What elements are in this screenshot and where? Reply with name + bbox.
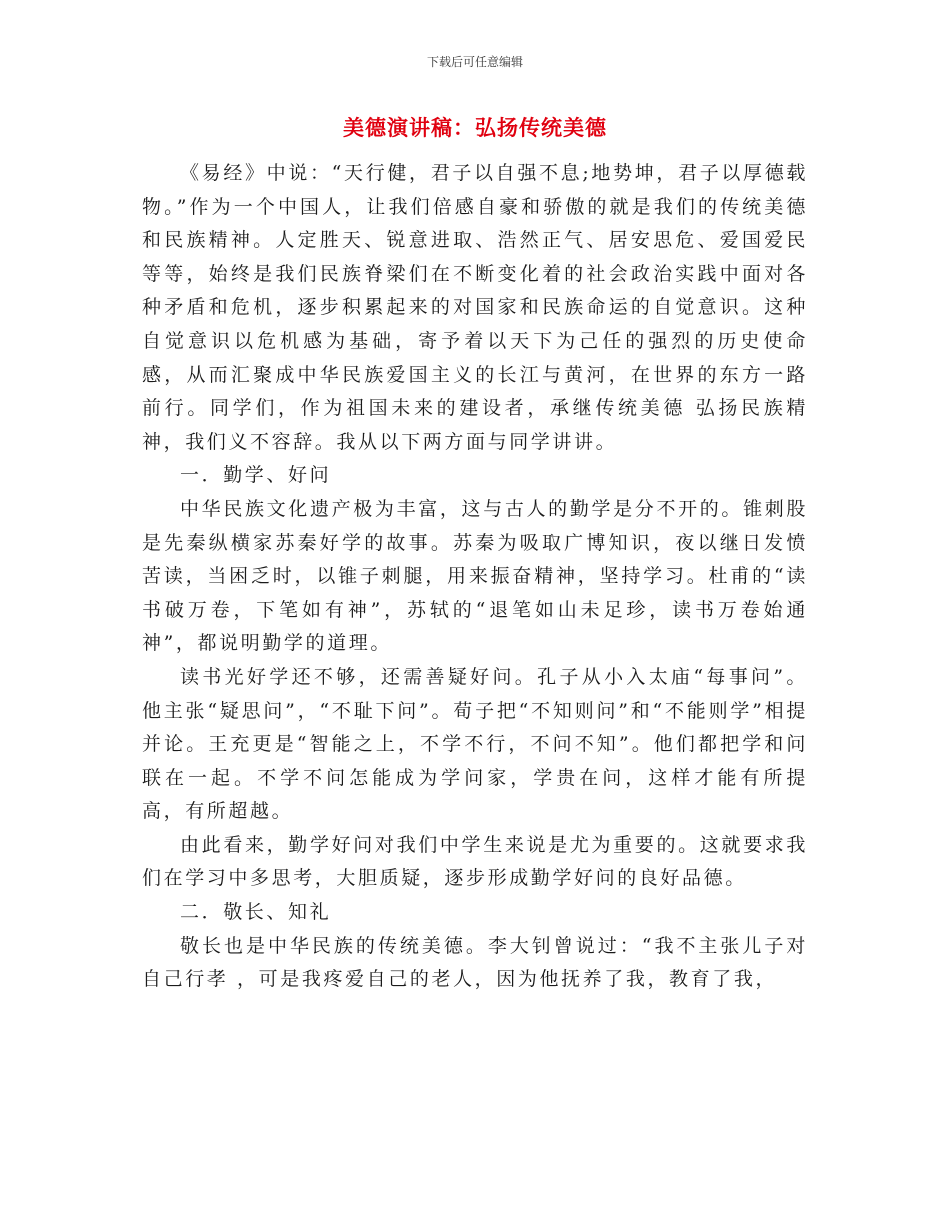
paragraph-conclusion-1: 由此看来，勤学好问对我们中学生来说是尤为重要的。这就要求我们在学习中多思考，大胆质疑，逐步形成勤学好问的良好品德。 [142, 833, 808, 890]
page-header-note: 下载后可任意编辑 [426, 55, 523, 69]
section-heading-2: 二．敬长、知礼 [180, 901, 332, 924]
paragraph-asking-questions: 读书光好学还不够，还需善疑好问。孔子从小入太庙“每事问”。他主张“疑思问”，“不耻下问”。荀子把“不知则问”和“不能则学”相提并论。王充更是“智能之上，不学不行，不问不知”。他们都把学和问联在一起。不学不问怎能成为学问家，学贵在问，这样才能有所提高，有所超越。 [142, 665, 808, 823]
paragraph-intro: 《易经》中说：“天行健，君子以自强不息;地势坤，君子以厚德载物。”作为一个中国人，让我们倍感自豪和骄傲的就是我们的传统美德和民族精神。人定胜天、锐意进取、浩然正气、居安思危、爱国爱民等等，始终是我们民族脊梁们在不断变化着的社会政治实践中面对各种矛盾和危机，逐步积累起来的对国家和民族命运的自觉意识。这种自觉意识以危机感为基础，寄予着以天下为己任的强烈的历史使命感，从而汇聚成中华民族爱国主义的长江与黄河，在世界的东方一路前行。同学们，作为祖国未来的建设者，承继传统美德 弘扬民族精神，我们义不容辞。我从以下两方面与同学讲讲。 [142, 162, 808, 453]
paragraph-respect-elders: 敬长也是中华民族的传统美德。李大钊曾说过：“我不主张儿子对自己行孝 ，可是我疼爱自己的老人，因为他抚养了我，教育了我， [142, 934, 808, 991]
paragraph-diligent-study: 中华民族文化遗产极为丰富，这与古人的勤学是分不开的。锥刺股是先秦纵横家苏秦好学的故事。苏秦为吸取广博知识，夜以继日发愤苦读，当困乏时，以锥子刺腿，用来振奋精神，坚持学习。杜甫的“读书破万卷，下笔如有神”，苏轼的“退笔如山未足珍，读书万卷始通神”，都说明勤学的道理。 [142, 497, 808, 655]
section-heading-1: 一．勤学、好问 [180, 464, 332, 487]
document-title: 美德演讲稿：弘扬传统美德 [343, 115, 607, 140]
document-body [142, 157, 808, 997]
